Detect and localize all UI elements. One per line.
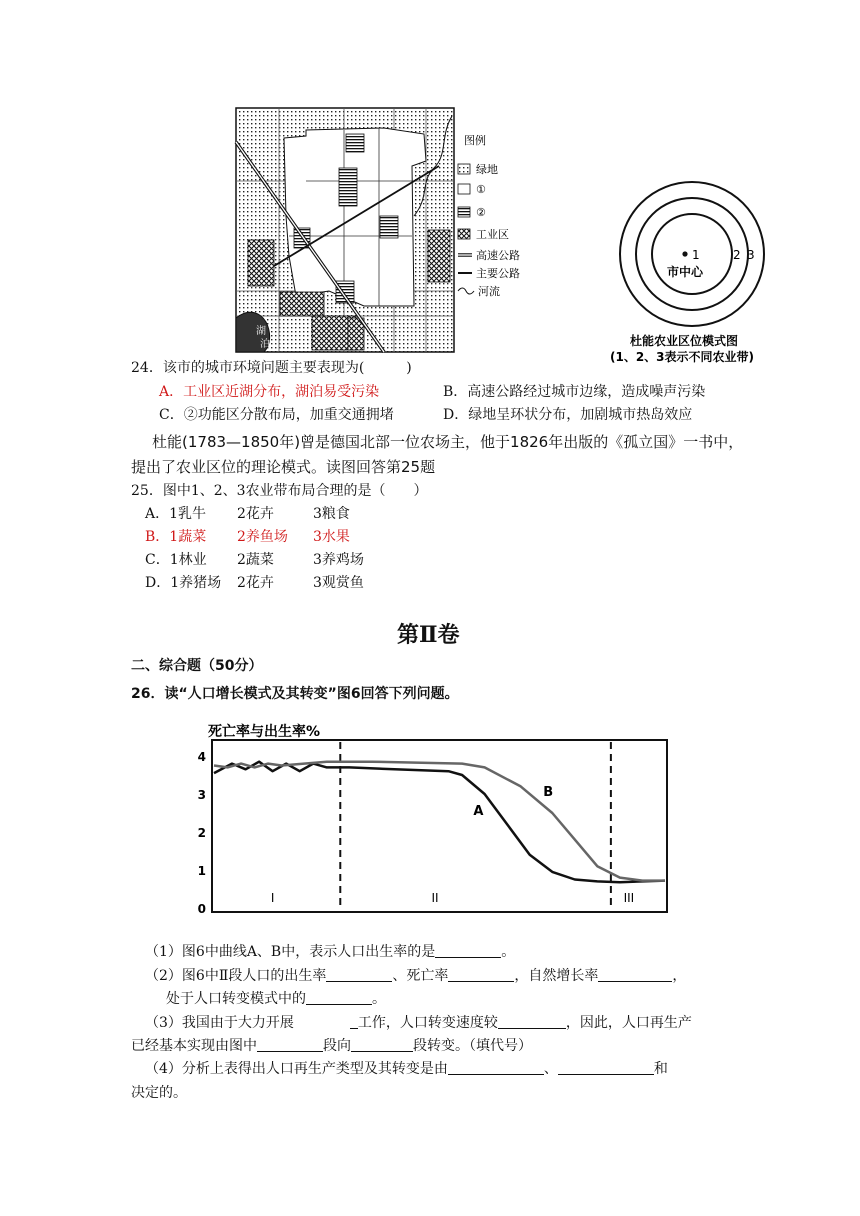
q25-option-d: D．1养猪场 <box>145 575 222 591</box>
stage-label: III <box>623 891 635 905</box>
stage-label: II <box>431 891 439 905</box>
series-label-A: A <box>473 803 484 819</box>
q26-sub4-line2: 决定的。 <box>131 1085 187 1101</box>
stage-label: I <box>270 891 275 905</box>
q26-sub2 <box>145 966 686 986</box>
q25-option-d: 3观赏鱼 <box>313 575 364 591</box>
legend-greenland-swatch <box>458 164 470 174</box>
answer-blank[interactable] <box>435 943 501 958</box>
chart-title: 死亡率与出生率% <box>208 724 321 740</box>
q24-option-a: A．工业区近湖分布，湖泊易受污染 <box>159 384 380 400</box>
series-label-B: B <box>543 784 554 800</box>
q26-heading: 26．读“人口增长模式及其转变”图6回答下列问题。 <box>131 686 459 702</box>
q25-option-b: B．1蔬菜 <box>145 529 207 545</box>
population-chart <box>188 716 672 916</box>
legend-label: ① <box>476 183 486 196</box>
q25-option-c: 2蔬菜 <box>237 552 274 568</box>
legend-label: ② <box>476 206 486 219</box>
q24-option-c: C．②功能区分散布局，加重交通拥堵 <box>159 407 394 423</box>
q24-stem: 24．该市的城市环境问题主要表现为( ) <box>131 360 412 376</box>
y-tick-label: 1 <box>197 864 206 878</box>
q26-sub1-end: 。 <box>501 944 516 960</box>
answer-blank[interactable] <box>351 1037 413 1052</box>
q26-sub4-text: 、 <box>543 1061 558 1077</box>
q25-stem: 25．图中1、2、3农业带布局合理的是（ ） <box>131 483 428 499</box>
answer-blank[interactable] <box>598 967 672 982</box>
series-line-A <box>214 762 665 883</box>
legend-title: 图例 <box>464 134 486 147</box>
q26-sub3-text: 段转变。（填代号） <box>413 1038 532 1054</box>
q26-sub4 <box>145 1059 668 1079</box>
y-tick-label: 0 <box>197 902 206 916</box>
ring-label: 3 <box>747 248 755 262</box>
thunen-caption: 杜能农业区位模式图 <box>630 334 739 348</box>
q26-sub1-text: （1）图6中曲线A、B中，表示人口出生率的是 <box>145 944 436 960</box>
legend-label: 绿地 <box>476 163 498 176</box>
legend-label: 主要公路 <box>476 267 520 280</box>
city-map <box>234 106 528 354</box>
q26-sub3-text: 已经基本实现由图中 <box>131 1038 257 1054</box>
answer-blank[interactable] <box>448 967 514 982</box>
q26-sub3-text: 工作，人口转变速度较 <box>357 1015 498 1031</box>
answer-blank[interactable] <box>326 967 392 982</box>
y-tick-label: 4 <box>197 750 206 764</box>
q26-sub2-line2 <box>166 989 386 1009</box>
ring-label: 1 <box>692 248 700 262</box>
q26-sub4-text: （4）分析上表得出人口再生产类型及其转变是由 <box>145 1061 448 1077</box>
q26-sub2-text: ， <box>672 968 687 984</box>
q25-option-a: 2花卉 <box>237 506 274 522</box>
q26-sub2-text: （2）图6中Ⅱ段人口的出生率 <box>145 968 327 984</box>
city-center-dot <box>682 251 687 256</box>
part2-title: 第Ⅱ卷 <box>397 622 460 648</box>
answer-blank[interactable] <box>306 990 372 1005</box>
lake-label: 泊 <box>260 339 270 350</box>
answer-blank[interactable] <box>257 1037 323 1052</box>
answer-blank[interactable] <box>448 1060 544 1075</box>
y-tick-label: 2 <box>197 826 206 840</box>
q24-option-b: B．高速公路经过城市边缘，造成噪声污染 <box>443 384 706 400</box>
lake-label: 湖 <box>256 326 266 337</box>
q25-option-a: A．1乳牛 <box>145 506 207 522</box>
q26-sub3-line2 <box>131 1036 532 1056</box>
q25-option-a: 3粮食 <box>313 506 350 522</box>
legend-label: 工业区 <box>476 228 509 241</box>
thunen-caption: (1、2、3表示不同农业带) <box>610 350 755 364</box>
legend-label: 高速公路 <box>476 249 520 262</box>
legend-zone2-swatch <box>458 207 470 217</box>
q26-sub3-text: （3）我国由于大力开展 <box>145 1015 294 1031</box>
legend-river-swatch <box>458 288 474 294</box>
legend-industrial-swatch <box>458 229 470 239</box>
city-center-label: 市中心 <box>667 265 704 279</box>
q26-sub2-text: 处于人口转变模式中的 <box>166 991 306 1007</box>
q26-sub2-text: ，自然增长率 <box>514 968 599 984</box>
q26-sub1 <box>145 942 515 962</box>
q26-sub2-text: 、死亡率 <box>392 968 449 984</box>
legend-label: 河流 <box>478 285 500 298</box>
q25-option-b: 3水果 <box>313 529 350 545</box>
q26-sub3 <box>145 1013 692 1033</box>
ring-label: 2 <box>733 248 741 262</box>
q25-option-b: 2养鱼场 <box>237 529 288 545</box>
y-tick-label: 3 <box>197 788 206 802</box>
q24-option-d: D．绿地呈环状分布，加剧城市热岛效应 <box>443 407 693 423</box>
series-line-B <box>214 762 665 881</box>
q25-option-d: 2花卉 <box>237 575 274 591</box>
q26-sub3-text: ，因此，人口再生产 <box>565 1015 692 1031</box>
intro-line-1: 杜能(1783—1850年)曾是德国北部一位农场主，他于1826年出版的《孤立国》一书中， <box>152 433 744 451</box>
answer-blank[interactable] <box>498 1014 566 1029</box>
q25-option-c: 3养鸡场 <box>313 552 364 568</box>
answer-blank[interactable] <box>350 1014 358 1029</box>
q25-option-c: C．1林业 <box>145 552 207 568</box>
section-heading: 二、综合题（50分） <box>131 658 263 674</box>
q26-sub3-text: 段向 <box>323 1038 351 1054</box>
intro-line-2: 提出了农业区位的理论模式。读图回答第25题 <box>131 458 436 476</box>
thunen-model-figure <box>596 180 790 366</box>
q26-sub2-end: 。 <box>372 991 386 1007</box>
answer-blank[interactable] <box>558 1060 654 1075</box>
q26-sub4-text: 和 <box>653 1061 668 1077</box>
legend-zone1-swatch <box>458 184 470 194</box>
